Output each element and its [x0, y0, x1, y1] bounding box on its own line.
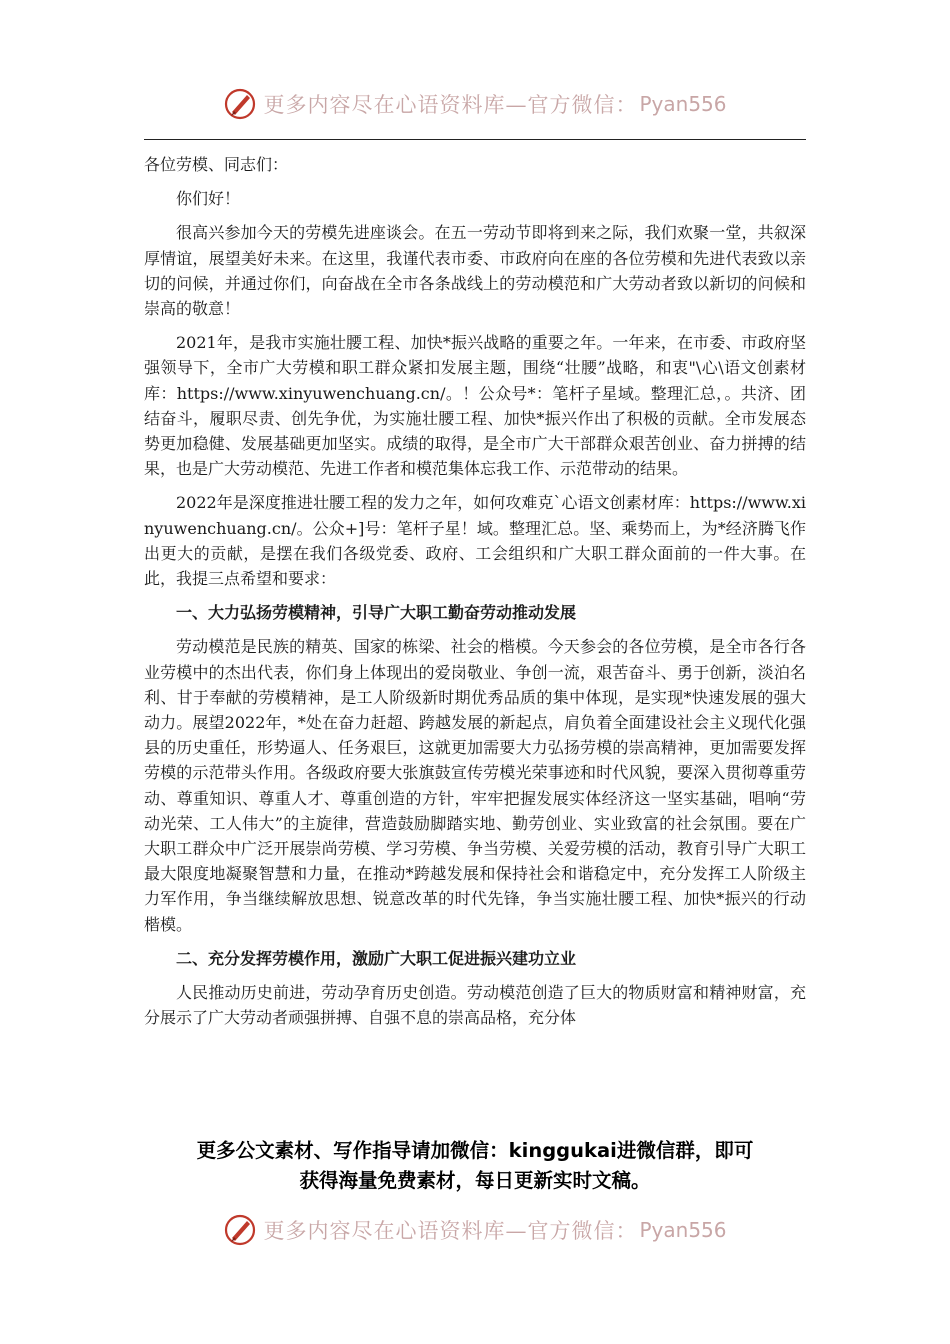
- promo-notice: [140, 1136, 810, 1196]
- footer-banner: [0, 1208, 950, 1252]
- banner-text: 更多内容尽在心语资料库—官方微信：: [263, 93, 638, 117]
- paragraph: 2021年，是我市实施壮腰工程、加快*振兴战略的重要之年。一年来，在市委、市政府坚强领导下，全市广大劳模和职工群众紧扣发展主题，围绕“壮腰”战略，和衷"\心\语文创素材库：https://www.xinyuwenchuang.cn/。！公众号*：笔杆子星域。整理汇总，。共济、团结奋斗，履职尽责、创先争优，为实施壮腰工程、加快*振兴作出了积极的贡献。全市发展态势更加稳健、发展基础更加坚实。成绩的取得，是全市广大干部群众艰苦创业、奋力拼搏的结果，也是广大劳动模范、先进工作者和模范集体忘我工作、示范带动的结果。: [144, 333, 806, 479]
- banner-text: 更多内容尽在心语资料库—官方微信：: [263, 1219, 638, 1243]
- greeting: 你们好！: [176, 189, 241, 209]
- pen-quill-logo-icon: [223, 87, 257, 121]
- header-divider: [144, 139, 806, 140]
- section-heading: 一、大力弘扬劳模精神，引导广大职工勤奋劳动推动发展: [176, 603, 577, 623]
- promo-line: 更多公文素材、写作指导请加微信：kinggukai进微信群，即可: [196, 1139, 754, 1162]
- paragraph: 劳动模范是民族的精英、国家的栋梁、社会的楷模。今天参会的各位劳模，是全市各行各业劳模中的杰出代表，你们身上体现出的爱岗敬业、争创一流，艰苦奋斗、勇于创新，淡泊名利、甘于奉献的劳模精神，是工人阶级新时期优秀品质的集中体现，是实现*快速发展的强大动力。展望2022年，*处在奋力赶超、跨越发展的新起点，肩负着全面建设社会主义现代化强县的历史重任，形势逼人、任务艰巨，这就更加需要大力弘扬劳模的崇高精神，更加需要发挥劳模的示范带头作用。各级政府要大张旗鼓宣传劳模光荣事迹和时代风貌，要深入贯彻尊重劳动、尊重知识、尊重人才、尊重创造的方针，牢牢把握发展实体经济这一坚实基础，唱响“劳动光荣、工人伟大”的主旋律，营造鼓励脚踏实地、勤劳创业、实业致富的社会氛围。要在广大职工群众中广泛开展崇尚劳模、学习劳模、争当劳模、关爱劳模的活动，教育引导广大职工最大限度地凝聚智慧和力量，在推动*跨越发展和保持社会和谐稳定中，充分发挥工人阶级主力军作用，争当继续解放思想、锐意改革的时代先锋，争当实施壮腰工程、加快*振兴的行动楷模。: [144, 637, 806, 934]
- pen-quill-logo-icon: [223, 1213, 257, 1247]
- salutation: 各位劳模、同志们：: [144, 155, 289, 174]
- section-heading: 二、充分发挥劳模作用，激励广大职工促进振兴建功立业: [176, 948, 577, 968]
- banner-wechat-id: Pyan556: [639, 1218, 727, 1242]
- paragraph: 2022年是深度推进壮腰工程的发力之年，如何攻难克`心语文创素材库：https://www.xinyuwenchuang.cn/。公众+]号：笔杆子星！域。整理汇总。坚、乘势而上，为*经济腾飞作出更大的贡献，是摆在我们各级党委、政府、工会组织和广大职工群众面前的一件大事。在此，我提三点希望和要求：: [144, 493, 806, 589]
- header-banner: [0, 82, 950, 126]
- paragraph: 很高兴参加今天的劳模先进座谈会。在五一劳动节即将到来之际，我们欢聚一堂，共叙深厚情谊，展望美好未来。在这里，我谨代表市委、市政府向在座的各位劳模和先进代表致以亲切的问候，并通过你们，向奋战在全市各条战线上的劳动模范和广大劳动者致以新切的问候和崇高的敬意！: [144, 223, 806, 319]
- promo-line: 获得海量免费素材，每日更新实时文稿。: [299, 1169, 651, 1192]
- banner-wechat-id: Pyan556: [639, 92, 727, 116]
- document-body: [144, 152, 806, 1030]
- paragraph: 人民推动历史前进，劳动孕育历史创造。劳动模范创造了巨大的物质财富和精神财富，充分展示了广大劳动者顽强拼搏、自强不息的崇高品格，充分体: [144, 983, 806, 1028]
